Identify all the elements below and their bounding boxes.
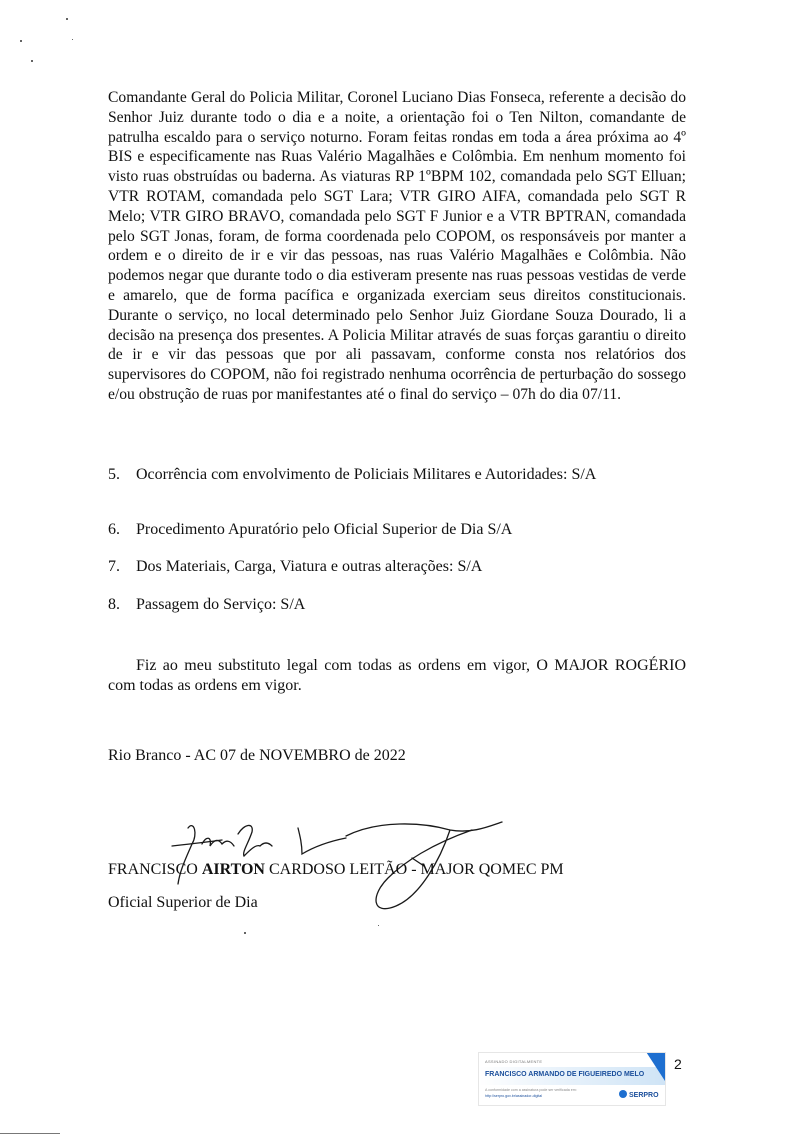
list-item-5 (108, 465, 596, 485)
signer-rest: CARDOSO LEITÃO - MAJOR QOMEC PM (268, 861, 564, 878)
scan-speck (66, 18, 68, 20)
stamp-signer-name: FRANCISCO ARMANDO DE FIGUEIREDO MELO (485, 1071, 645, 1078)
signer-middle-name: AIRTON (201, 861, 265, 878)
signer-role: Oficial Superior de Dia (108, 894, 258, 911)
list-item-6 (108, 520, 512, 540)
stamp-verify-text: A conformidade com a assinatura pode ser verificada em: (485, 1088, 577, 1092)
place-date: Rio Branco - AC 07 de NOVEMBRO de 2022 (108, 747, 406, 764)
list-item-8 (108, 595, 305, 615)
serpro-logo (619, 1090, 659, 1099)
digital-signature-stamp (478, 1052, 666, 1106)
signer-name (108, 861, 564, 879)
list-item-number: 8. (108, 596, 120, 613)
list-item-text: Procedimento Apuratório pelo Oficial Superior de Dia S/A (136, 521, 513, 538)
scan-speck (20, 40, 22, 42)
closing-paragraph: Fiz ao meu substituto legal com todas as ordens em vigor, O MAJOR ROGÉRIO com todas as ordens em vigor. (108, 657, 686, 694)
scan-speck (31, 60, 33, 62)
stamp-header: ASSINADO DIGITALMENTE (485, 1059, 543, 1064)
stamp-verify-url: http://serpro.gov.br/assinador-digital (485, 1094, 543, 1098)
scan-speck (378, 925, 379, 926)
serpro-label: SERPRO (629, 1092, 659, 1099)
serpro-icon (619, 1090, 627, 1098)
list-item-number: 5. (108, 466, 120, 483)
bottom-rule (0, 1133, 60, 1134)
list-item-7 (108, 557, 482, 577)
list-item-number: 6. (108, 521, 120, 538)
list-item-text: Ocorrência com envolvimento de Policiais Militares e Autoridades: S/A (136, 466, 597, 483)
scan-speck (72, 39, 73, 40)
signer-first-name: FRANCISCO (108, 861, 198, 878)
scan-speck (244, 932, 246, 934)
page-number: 2 (674, 1056, 682, 1072)
list-item-text: Dos Materiais, Carga, Viatura e outras alterações: S/A (136, 558, 483, 575)
list-item-text: Passagem do Serviço: S/A (136, 596, 306, 613)
list-item-number: 7. (108, 558, 120, 575)
body-paragraph: Comandante Geral do Policia Militar, Coronel Luciano Dias Fonseca, referente a decisão do Senhor Juiz durante todo o dia e a noite, a orientação foi o Ten Nilton, comandante de patrulha escaldo para o serviço noturno. Foram feitas rondas em toda a área próxima ao 4º BIS e especificamente nas Ruas Valério Magalhães e Colômbia. Em nenhum momento foi visto ruas obstruídas ou baderna. As viaturas RP 1ºBPM 102, comandada pelo SGT Elluan; VTR ROTAM, comandada pelo SGT Lara; VTR GIRO AIFA, comandada pelo SGT R Melo; VTR GIRO BRAVO, comandada pelo SGT F Junior e a VTR BPTRAN, comandada pelo SGT Jonas, foram, de forma coordenada pelo COPOM, os responsáveis por manter a ordem e o direito de ir e vir das pessoas, nas ruas Valério Magalhães e Colômbia. Não podemos negar que durante todo o dia estiveram presente nas ruas pessoas vestidas de verde e amarelo, que de forma pacífica e organizada exerciam seus direitos constitucionais. Durante o serviço, no local determinado pelo Senhor Juiz Giordane Souza Dourado, li a decisão na presença dos presentes. A Policia Militar através de suas forças garantiu o direito de ir e vir das pessoas que por ali passavam, conforme consta nos relatórios dos supervisores do COPOM, não foi registrado nenhuma ocorrência de perturbação do sossego e/ou obstrução de ruas por manifestantes até o final do serviço – 07h do dia 07/11. (108, 89, 686, 403)
